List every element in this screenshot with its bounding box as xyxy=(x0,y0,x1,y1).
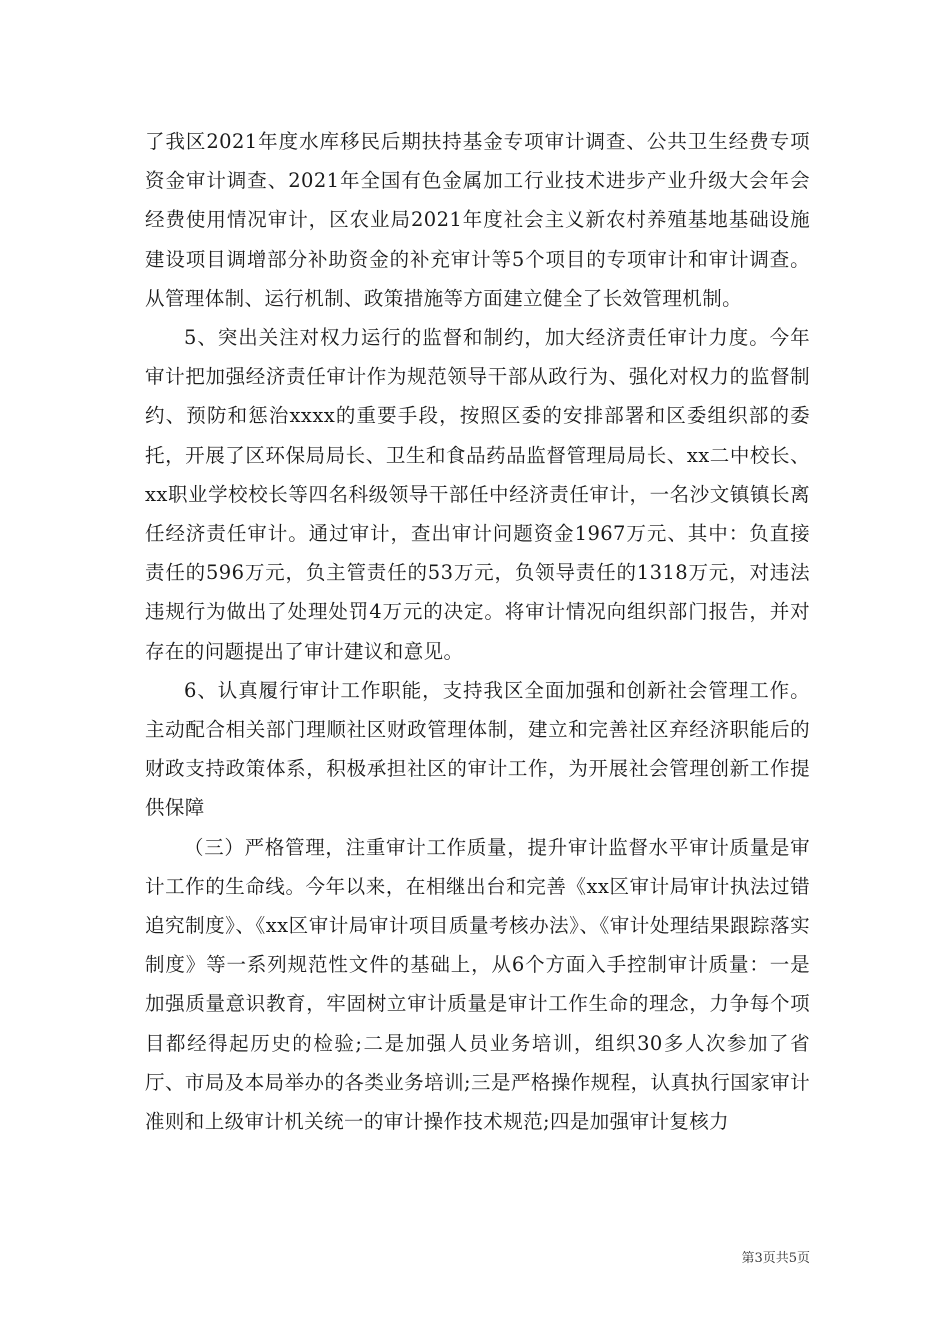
paragraph-social-management: 6、认真履行审计工作职能，支持我区全面加强和创新社会管理工作。主动配合相关部门理顺社区财政管理体制，建立和完善社区弃经济职能后的财政支持政策体系，积极承担社区的审计工作，为开展社会管理创新工作提供保障 xyxy=(145,678,810,820)
document-body xyxy=(145,122,810,1141)
paragraph-economic-responsibility-audit: 5、突出关注对权力运行的监督和制约，加大经济责任审计力度。今年审计把加强经济责任审计作为规范领导干部从政行为、强化对权力的监督制约、预防和惩治xxxx的重要手段，按照区委的安排部署和区委组织部的委托，开展了区环保局局长、卫生和食品药品监督管理局局长、xx二中校长、xx职业学校校长等四名科级领导干部任中经济责任审计，一名沙文镇镇长离任经济责任审计。通过审计，查出审计问题资金1967万元、其中：负直接责任的596万元，负主管责任的53万元，负领导责任的1318万元，对违法违规行为做出了处理处罚4万元的决定。将审计情况向组织部门报告，并对存在的问题提出了审计建议和意见。 xyxy=(145,326,810,663)
paragraph-audit-quality: （三）严格管理，注重审计工作质量，提升审计监督水平审计质量是审计工作的生命线。今年以来，在相继出台和完善《xx区审计局审计执法过错追究制度》、《xx区审计局审计项目质量考核办法》、《审计处理结果跟踪落实制度》等一系列规范性文件的基础上，从6个方面入手控制审计质量：一是加强质量意识教育，牢固树立审计质量是审计工作生命的理念，力争每个项目都经得起历史的检验;二是加强人员业务培训，组织30多人次参加了省厅、市局及本局举办的各类业务培训;三是严格操作规程，认真执行国家审计准则和上级审计机关统一的审计操作技术规范;四是加强审计复核力 xyxy=(145,835,810,1134)
paragraph-continuation: 了我区2021年度水库移民后期扶持基金专项审计调查、公共卫生经费专项资金审计调查、2021年全国有色金属加工行业技术进步产业升级大会年会经费使用情况审计，区农业局2021年度社会主义新农村养殖基地基础设施建设项目调增部分补助资金的补充审计等5个项目的专项审计和审计调查。从管理体制、运行机制、政策措施等方面建立健全了长效管理机制。 xyxy=(145,130,810,310)
page-number-footer: 第3页共5页 xyxy=(741,1251,810,1266)
